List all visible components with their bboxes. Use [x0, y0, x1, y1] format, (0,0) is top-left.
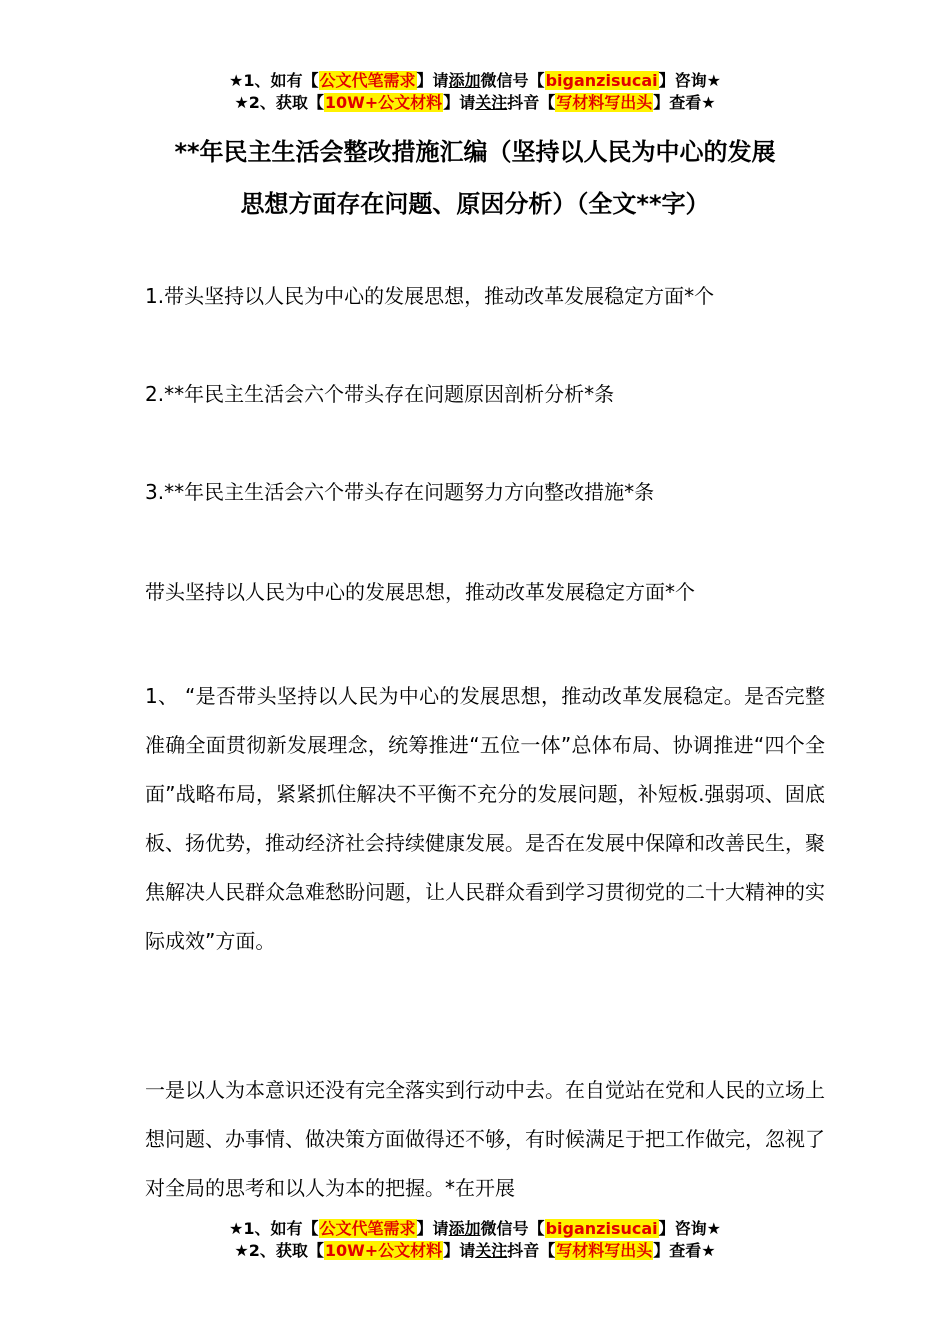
- underlined-text: 添加: [448, 1219, 481, 1238]
- banner-text: 】请: [416, 1219, 449, 1238]
- highlight-wechat-id: biganzisucai: [545, 1219, 658, 1238]
- banner-text: 】咨询★: [658, 1219, 721, 1238]
- highlight-service: 公文代笔需求: [319, 71, 416, 90]
- underlined-text: 关注: [475, 1241, 508, 1260]
- title-line-1: **年民主生活会整改措施汇编（坚持以人民为中心的发展: [174, 138, 776, 166]
- highlight-service: 公文代笔需求: [319, 1219, 416, 1238]
- banner-line-1: [0, 70, 950, 92]
- banner-text: ★2、获取【: [234, 93, 324, 112]
- section-heading: 带头坚持以人民为中心的发展思想，推动改革发展稳定方面*个: [145, 580, 695, 604]
- body-paragraph-2: 一是以人为本意识还没有完全落实到行动中去。在自觉站在党和人民的立场上想问题、办事情、做决策方面做得还不够，有时候满足于把工作做完，忽视了对全局的思考和以人为本的把握。*在开展: [145, 1078, 825, 1200]
- banner-text: 】咨询★: [658, 71, 721, 90]
- underlined-text: 添加: [448, 71, 481, 90]
- highlight-materials: 10W+公文材料: [324, 93, 443, 112]
- body-paragraph-1: 1、 “是否带头坚持以人民为中心的发展思想，推动改革发展稳定。是否完整准确全面贯彻新发展理念，统筹推进“五位一体”总体布局、协调推进“四个全面”战略布局，紧紧抓住解决不平衡不充分的发展问题，补短板.强弱项、固底板、扬优势，推动经济社会持续健康发展。是否在发展中保障和改善民生，聚焦解决人民群众急难愁盼问题，让人民群众看到学习贯彻党的二十大精神的实际成效”方面。: [145, 684, 825, 953]
- footer-banner: [0, 1218, 950, 1262]
- title-line-2: 思想方面存在问题、原因分析）（全文**字）: [240, 190, 710, 218]
- banner-text: 】查看★: [653, 1241, 716, 1260]
- banner-text: 抖音【: [507, 1241, 556, 1260]
- banner-text: 】请: [443, 93, 476, 112]
- toc-item-2: 2.**年民主生活会六个带头存在问题原因剖析分析*条: [145, 382, 615, 406]
- banner-text: 抖音【: [507, 93, 556, 112]
- banner-text: 微信号【: [480, 71, 545, 90]
- banner-text: ★2、获取【: [234, 1241, 324, 1260]
- document-title: [120, 126, 830, 230]
- highlight-wechat-id: biganzisucai: [545, 71, 658, 90]
- banner-line-2: [0, 92, 950, 114]
- banner-line-2: [0, 1240, 950, 1262]
- banner-text: 】请: [443, 1241, 476, 1260]
- banner-text: ★1、如有【: [229, 1219, 319, 1238]
- highlight-materials: 10W+公文材料: [324, 1241, 443, 1260]
- banner-line-1: [0, 1218, 950, 1240]
- highlight-douyin-id: 写材料写出头: [556, 1241, 653, 1260]
- banner-text: ★1、如有【: [229, 71, 319, 90]
- banner-text: 】查看★: [653, 93, 716, 112]
- header-banner: [0, 70, 950, 114]
- toc-item-1: 1.带头坚持以人民为中心的发展思想，推动改革发展稳定方面*个: [145, 284, 715, 308]
- banner-text: 微信号【: [480, 1219, 545, 1238]
- underlined-text: 关注: [475, 93, 508, 112]
- toc-item-3: 3.**年民主生活会六个带头存在问题努力方向整改措施*条: [145, 480, 655, 504]
- banner-text: 】请: [416, 71, 449, 90]
- highlight-douyin-id: 写材料写出头: [556, 93, 653, 112]
